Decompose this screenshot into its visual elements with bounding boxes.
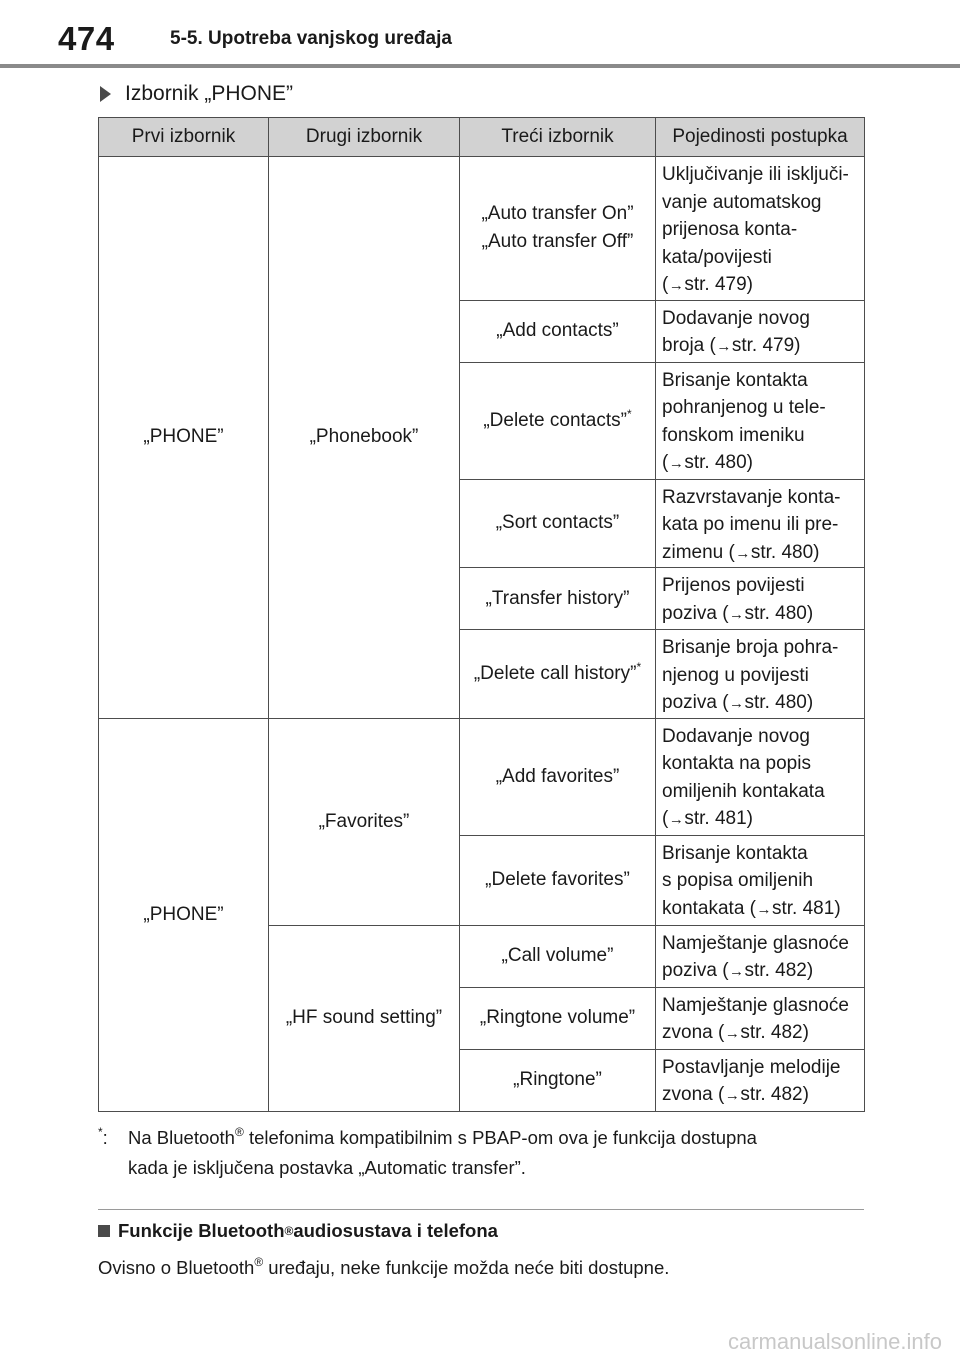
- procedure-detail-cell: [656, 1049, 865, 1111]
- second-menu-cell: „HF sound setting”: [269, 925, 460, 1111]
- detail-line: prijenosa konta-: [662, 219, 798, 240]
- third-menu-cell: [460, 157, 656, 301]
- footnote-line: kada je isključena postavka „Automatic transfer”.: [128, 1157, 526, 1178]
- second-menu-cell: „Favorites”: [269, 718, 460, 925]
- arrow-icon: →: [729, 963, 745, 980]
- third-menu-label: „Add contacts”: [496, 320, 619, 341]
- footnote-line: Na Bluetooth® telefonima kompatibilnim s PBAP-om ova je funkcija dostupna: [128, 1125, 757, 1148]
- page-reference: str. 479): [684, 274, 753, 295]
- third-menu-label: „Ringtone”: [513, 1069, 602, 1090]
- body-paragraph: Ovisno o Bluetooth® uređaju, neke funkcije možda neće biti dostupne.: [98, 1255, 670, 1278]
- third-menu-cell: [460, 630, 656, 719]
- detail-line: [662, 895, 860, 924]
- detail-line: s popisa omiljenih: [662, 870, 814, 891]
- second-menu-cell: „Phonebook”: [269, 157, 460, 719]
- detail-text: poziva (: [662, 960, 729, 981]
- detail-line: Brisanje broja pohra-: [662, 637, 839, 658]
- arrow-icon: →: [724, 1025, 740, 1042]
- detail-text: poziva (: [662, 602, 729, 624]
- table-row: [99, 157, 865, 301]
- page-reference: str. 479): [731, 335, 801, 356]
- detail-line: omiljenih kontakata: [662, 780, 825, 802]
- menu-heading-text: Izbornik „PHONE”: [125, 82, 294, 105]
- third-menu-label: „Auto transfer On”: [481, 203, 634, 225]
- procedure-detail-cell: [656, 718, 865, 835]
- detail-line: Dodavanje novog: [662, 725, 810, 747]
- third-menu-cell: [460, 987, 656, 1049]
- detail-line: [662, 539, 860, 568]
- detail-line: [662, 449, 860, 478]
- third-menu-label: „Add favorites”: [495, 765, 620, 787]
- subsection-heading: Funkcije Bluetooth ® audiosustava i telefona: [98, 1220, 498, 1242]
- procedure-detail-cell: [656, 835, 865, 925]
- watermark: carmanualsonline.info: [727, 1329, 942, 1354]
- detail-line: njenog u povijesti: [662, 664, 809, 686]
- table-header-row: [99, 118, 865, 157]
- column-header: Pojedinosti postupka: [656, 118, 865, 157]
- procedure-detail-cell: [656, 987, 865, 1049]
- procedure-detail-cell: [656, 568, 865, 630]
- arrow-icon: →: [729, 605, 745, 623]
- detail-line: kontakta na popis: [662, 753, 811, 774]
- third-menu-cell: [460, 1049, 656, 1111]
- page-header: [0, 0, 960, 70]
- arrow-icon: →: [668, 455, 684, 472]
- detail-line: Postavljanje melodije: [662, 1056, 841, 1078]
- menu-heading: [100, 82, 293, 106]
- detail-text: zvona (: [662, 1022, 725, 1043]
- detail-line: kata/povijesti: [662, 246, 772, 268]
- third-menu-label: „Call volume”: [501, 945, 614, 966]
- third-menu-cell: [460, 568, 656, 630]
- triangle-bullet-icon: [100, 86, 111, 102]
- arrow-icon: →: [724, 1087, 740, 1104]
- detail-text: (: [662, 808, 669, 829]
- detail-line: vanje automatskog: [662, 191, 822, 213]
- arrow-icon: →: [668, 811, 684, 828]
- detail-line: Prijenos povijesti: [662, 575, 805, 596]
- third-menu-label: „Auto transfer Off”: [481, 231, 634, 253]
- detail-line: Namještanje glasnoće: [662, 932, 849, 954]
- detail-text: broja (: [662, 335, 716, 356]
- detail-line: [662, 1081, 860, 1110]
- arrow-icon: →: [756, 900, 772, 918]
- detail-line: [662, 271, 860, 300]
- detail-line: [662, 1019, 860, 1048]
- procedure-detail-cell: [656, 479, 865, 568]
- third-menu-cell: [460, 718, 656, 835]
- detail-line: [662, 689, 860, 718]
- detail-line: fonskom imeniku: [662, 424, 805, 446]
- footnote-star: *: [626, 406, 632, 421]
- detail-line: Uključivanje ili isključi-: [662, 164, 849, 185]
- detail-line: [662, 600, 860, 629]
- detail-line: Brisanje kontakta: [662, 369, 808, 391]
- detail-line: [662, 957, 860, 986]
- third-menu-label: „Delete call history”*: [473, 659, 642, 684]
- third-menu-cell: [460, 479, 656, 568]
- page-reference: str. 482): [740, 1084, 809, 1105]
- detail-text: (: [662, 452, 669, 473]
- first-menu-cell: „PHONE”: [99, 718, 269, 1111]
- detail-text: zimenu (: [662, 541, 735, 563]
- column-header: Prvi izbornik: [99, 118, 269, 157]
- detail-text: (: [662, 274, 669, 295]
- footnote: [98, 1123, 868, 1183]
- third-menu-label: „Delete contacts”*: [483, 406, 632, 431]
- third-menu-cell: [460, 835, 656, 925]
- third-menu-cell: [460, 362, 656, 479]
- procedure-detail-cell: [656, 362, 865, 479]
- third-menu-cell: [460, 300, 656, 362]
- header-divider: [0, 64, 960, 68]
- detail-line: [662, 332, 860, 361]
- arrow-icon: →: [729, 695, 745, 712]
- detail-line: Namještanje glasnoće: [662, 994, 849, 1016]
- phone-menu-table: [98, 117, 865, 1112]
- procedure-detail-cell: [656, 925, 865, 987]
- detail-line: kata po imenu ili pre-: [662, 514, 839, 535]
- first-menu-cell: „PHONE”: [99, 157, 269, 719]
- procedure-detail-cell: [656, 157, 865, 301]
- footnote-mark: *:: [98, 1125, 108, 1148]
- section-divider: [98, 1209, 864, 1210]
- arrow-icon: →: [716, 338, 732, 355]
- section-title: 5-5. Upotreba vanjskog uređaja: [170, 28, 452, 49]
- column-header: Drugi izbornik: [269, 118, 460, 157]
- page-number: 474: [58, 20, 115, 57]
- footnote-star: *: [636, 659, 642, 674]
- detail-text: poziva (: [662, 692, 729, 713]
- page-reference: str. 480): [744, 602, 814, 624]
- detail-line: pohranjenog u tele-: [662, 397, 826, 418]
- arrow-icon: →: [735, 544, 751, 562]
- procedure-detail-cell: [656, 630, 865, 719]
- detail-text: kontakata (: [662, 897, 756, 919]
- square-bullet-icon: [98, 1225, 110, 1237]
- third-menu-label: „Delete favorites”: [485, 869, 630, 890]
- table-body: [99, 157, 865, 1112]
- detail-text: zvona (: [662, 1084, 725, 1105]
- procedure-detail-cell: [656, 300, 865, 362]
- table-row: [99, 718, 865, 835]
- third-menu-label: „Sort contacts”: [495, 512, 620, 534]
- third-menu-label: „Transfer history”: [485, 587, 630, 609]
- detail-line: Dodavanje novog: [662, 307, 810, 329]
- detail-line: Brisanje kontakta: [662, 842, 808, 864]
- arrow-icon: →: [668, 277, 684, 294]
- page-reference: str. 481): [772, 897, 841, 919]
- page-reference: str. 480): [744, 692, 814, 713]
- page-reference: str. 481): [684, 808, 753, 829]
- page-reference: str. 482): [744, 960, 814, 981]
- detail-line: Razvrstavanje konta-: [662, 486, 841, 508]
- third-menu-label: „Ringtone volume”: [479, 1007, 636, 1028]
- page-reference: str. 480): [684, 452, 753, 473]
- detail-line: [662, 805, 860, 834]
- page-reference: str. 482): [740, 1022, 809, 1043]
- page-reference: str. 480): [750, 541, 820, 563]
- column-header: Treći izbornik: [460, 118, 656, 157]
- third-menu-cell: [460, 925, 656, 987]
